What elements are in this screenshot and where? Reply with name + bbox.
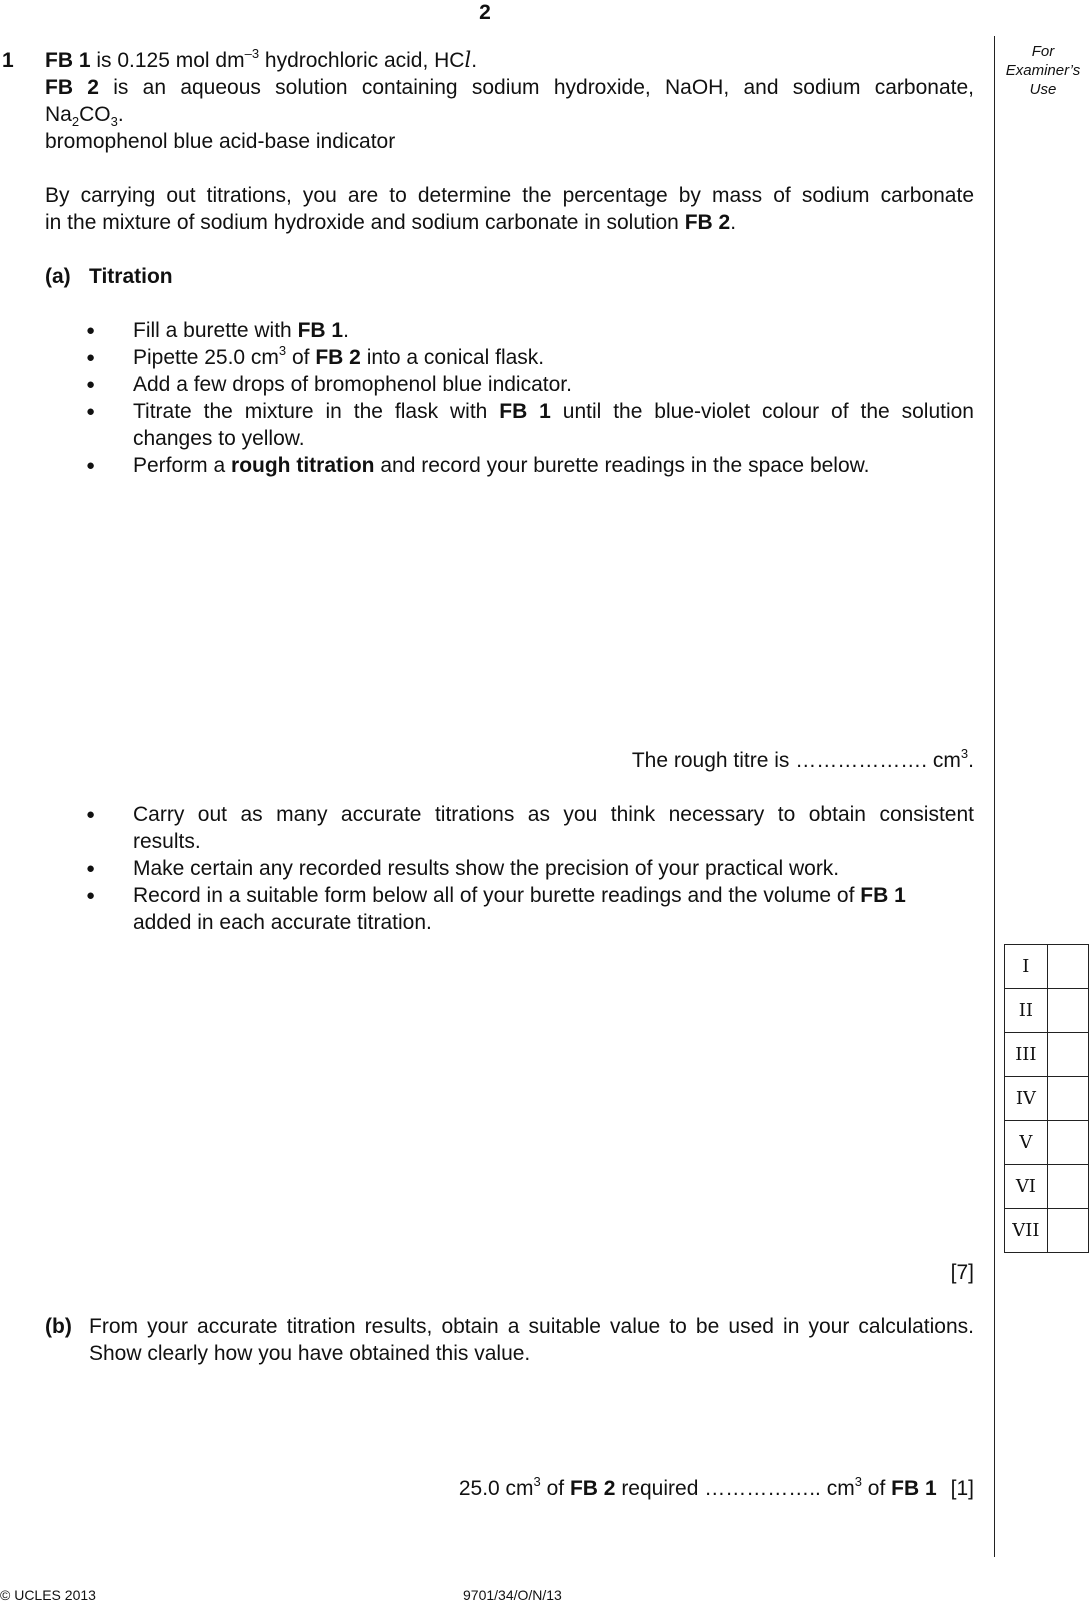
pb-e: of xyxy=(861,1477,892,1500)
pb-sup1: 3 xyxy=(533,1474,541,1489)
sodium-carbonate-formula xyxy=(45,103,124,130)
bullet-icon: ● xyxy=(86,457,96,474)
part-a-label: (a) xyxy=(45,265,71,288)
bullet-accurate-titrations: Carry out as many accurate titrations as you think necessary to obtain consistent xyxy=(133,803,974,826)
mark-box[interactable] xyxy=(1047,1121,1088,1165)
footer-copyright: © UCLES 2013 xyxy=(0,1587,96,1603)
bullet-fill-burette xyxy=(133,320,349,341)
bullet-icon: ● xyxy=(86,376,96,393)
part-b-line-2: Show clearly how you have obtained this value. xyxy=(89,1342,531,1365)
mark-row xyxy=(1005,989,1089,1033)
pb-d: required …………….. cm xyxy=(615,1477,855,1500)
aim-line-2-end: . xyxy=(730,211,737,234)
bullet-titrate xyxy=(133,401,974,422)
c3-a: Record in a suitable form below all of your burette readings and the volume of xyxy=(133,884,861,907)
bullet-precision: Make certain any recorded results show the precision of your practical work. xyxy=(133,857,840,880)
examiner-label-line3: Use xyxy=(1029,81,1057,98)
part-b-answer[interactable] xyxy=(458,1474,974,1500)
page-number: 2 xyxy=(479,1,491,24)
fb1-text-b: hydrochloric acid, HC xyxy=(259,49,465,72)
mark-label: II xyxy=(1005,989,1048,1033)
part-b-marks: [1] xyxy=(950,1477,974,1500)
mark-label: VI xyxy=(1005,1165,1048,1209)
b5-a: Perform a xyxy=(133,454,232,477)
pb-fb2: FB 2 xyxy=(569,1477,616,1500)
bullet-record-readings xyxy=(133,885,906,906)
bullet-icon: ● xyxy=(86,806,96,823)
b4-fb1: FB 1 xyxy=(499,400,551,423)
mark-box[interactable] xyxy=(1047,1033,1088,1077)
mark-label: IV xyxy=(1005,1077,1048,1121)
na-text: Na xyxy=(45,103,72,126)
fb1-end: . xyxy=(471,49,478,72)
examiner-label-line1: For xyxy=(1031,43,1055,60)
bullet-icon: ● xyxy=(86,322,96,339)
rough-titre-sup: 3 xyxy=(960,746,969,761)
c3-fb1: FB 1 xyxy=(860,884,906,907)
rough-titre-answer[interactable] xyxy=(631,746,974,772)
examiner-mark-grid xyxy=(1004,944,1089,1253)
bullet-icon: ● xyxy=(86,887,96,904)
aim-line-2-fb2: FB 2 xyxy=(684,211,731,234)
mark-label: VII xyxy=(1005,1209,1048,1253)
rough-titre-end: . xyxy=(968,749,974,772)
mark-row xyxy=(1005,1033,1089,1077)
mark-box[interactable] xyxy=(1047,1209,1088,1253)
bullet-icon: ● xyxy=(86,403,96,420)
fb2-definition xyxy=(45,77,974,98)
mark-box[interactable] xyxy=(1047,1077,1088,1121)
fb1-unit-sup: –3 xyxy=(244,46,260,61)
bullet-pipette xyxy=(133,343,545,369)
footer-code: 9701/34/O/N/13 xyxy=(463,1587,562,1603)
indicator-line: bromophenol blue acid-base indicator xyxy=(45,130,396,153)
b2-sup: 3 xyxy=(278,343,287,358)
bullet-icon: ● xyxy=(86,860,96,877)
examiner-margin-line xyxy=(994,36,995,1557)
mark-box[interactable] xyxy=(1047,945,1088,989)
aim-line-2-a: in the mixture of sodium hydroxide and sodium carbonate in solution xyxy=(45,211,685,234)
formula-end: . xyxy=(117,103,124,126)
mark-row xyxy=(1005,1209,1089,1253)
fb1-definition xyxy=(45,46,478,72)
mark-row xyxy=(1005,1077,1089,1121)
mark-row xyxy=(1005,945,1089,989)
mark-label: III xyxy=(1005,1033,1048,1077)
mark-box[interactable] xyxy=(1047,1165,1088,1209)
question-number: 1 xyxy=(2,49,14,72)
b2-fb2: FB 2 xyxy=(315,346,361,369)
mark-box[interactable] xyxy=(1047,989,1088,1033)
pb-sup2: 3 xyxy=(854,1474,862,1489)
b1-end: . xyxy=(343,319,349,342)
fb1-label: FB 1 xyxy=(45,49,91,72)
fb2-text: is an aqueous solution containing sodium hydroxide, NaOH, and sodium carbonate, xyxy=(98,76,974,99)
mark-label: I xyxy=(1005,945,1048,989)
pb-b: of xyxy=(540,1477,570,1500)
mark-row xyxy=(1005,1121,1089,1165)
bullet-add-indicator: Add a few drops of bromophenol blue indicator. xyxy=(133,373,572,396)
aim-line-2 xyxy=(45,212,736,233)
b2-a: Pipette 25.0 cm xyxy=(133,346,279,369)
for-examiners-use-label xyxy=(1000,42,1086,99)
bullet-titrate-line2: changes to yellow. xyxy=(133,427,305,450)
pb-a: 25.0 cm xyxy=(458,1477,534,1500)
b4-a: Titrate the mixture in the flask with xyxy=(133,400,500,423)
fb1-text-a: is 0.125 mol dm xyxy=(90,49,245,72)
bullet-accurate-titrations-line2: results. xyxy=(133,830,201,853)
b1-fb1: FB 1 xyxy=(297,319,344,342)
part-a-title: Titration xyxy=(89,265,173,288)
aim-line-1: By carrying out titrations, you are to determine the percentage by mass of sodium carbonate xyxy=(45,184,974,207)
part-b-label: (b) xyxy=(45,1315,72,1338)
fb2-label: FB 2 xyxy=(45,76,99,99)
fb1-l: l xyxy=(464,48,472,72)
b4-c: until the blue-violet colour of the solution xyxy=(550,400,974,423)
examiner-label-line2: Examiner’s xyxy=(1005,62,1081,79)
bullet-icon: ● xyxy=(86,349,96,366)
bullet-rough-titration xyxy=(133,455,870,476)
mark-label: V xyxy=(1005,1121,1048,1165)
part-b-line-1: From your accurate titration results, obtain a suitable value to be used in your calculations. xyxy=(89,1315,974,1338)
mark-row xyxy=(1005,1165,1089,1209)
rough-titre-text: The rough titre is ………………. cm xyxy=(631,749,961,772)
b5-rough: rough titration xyxy=(231,454,375,477)
b5-c: and record your burette readings in the space below. xyxy=(374,454,870,477)
bullet-record-readings-line2: added in each accurate titration. xyxy=(133,911,432,934)
b2-b: of xyxy=(286,346,316,369)
b1-a: Fill a burette with xyxy=(133,319,298,342)
na-sub: 2 xyxy=(71,114,80,130)
b2-d: into a conical flask. xyxy=(360,346,545,369)
pb-fb1: FB 1 xyxy=(891,1477,937,1500)
part-a-marks: [7] xyxy=(950,1261,974,1284)
co-text: CO xyxy=(79,103,111,126)
co-sub: 3 xyxy=(110,114,118,130)
